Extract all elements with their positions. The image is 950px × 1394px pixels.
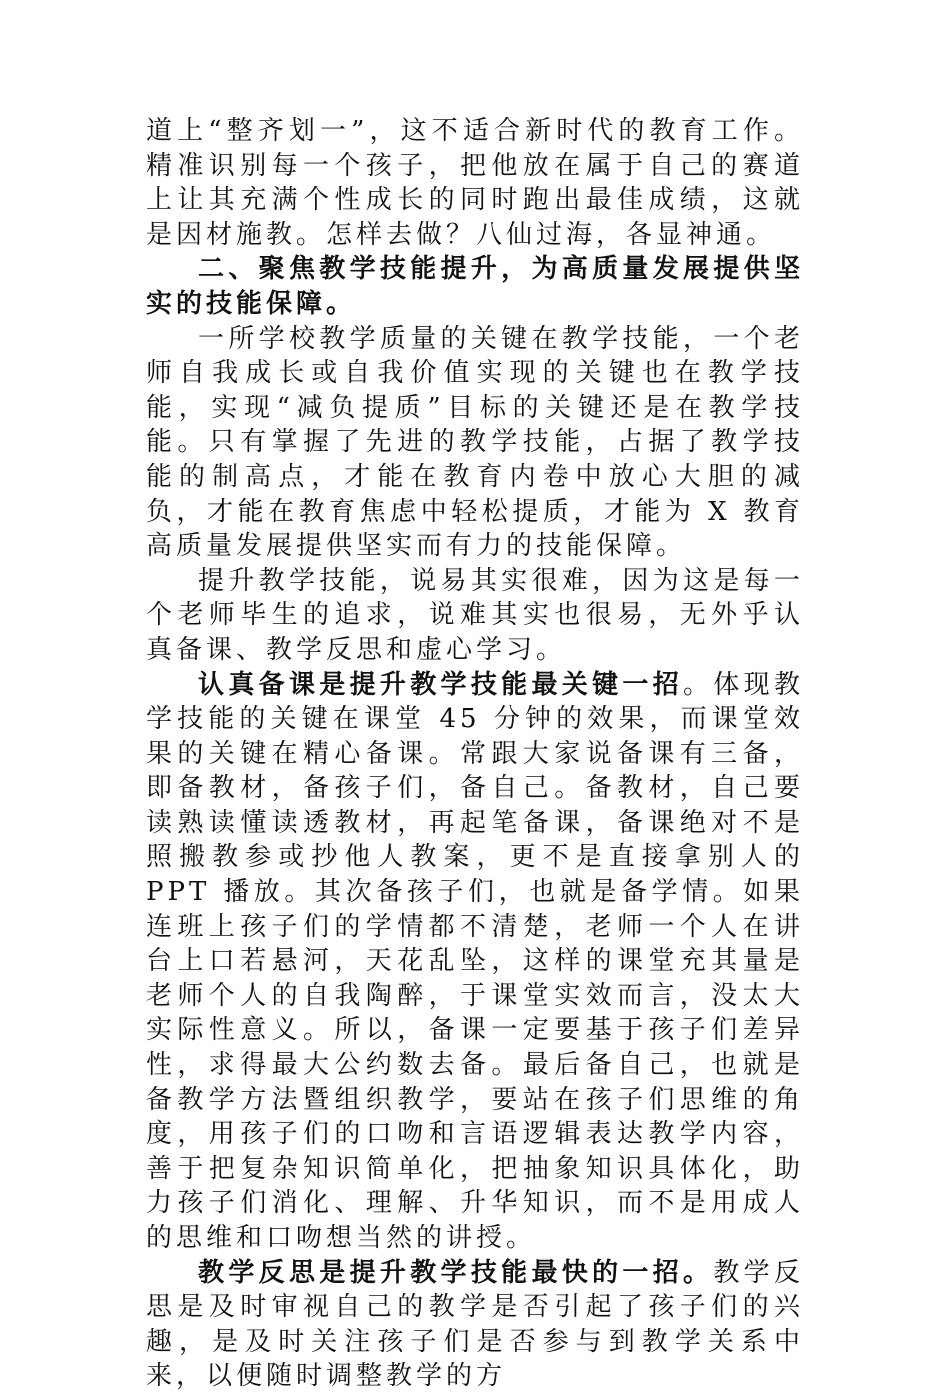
body-paragraph-2: 提升教学技能，说易其实很难，因为这是每一个老师毕生的追求，说难其实也很易，无外乎认真备课、教学反思和虚心学习。: [146, 565, 804, 665]
paragraph-3-lead: 认真备课是提升教学技能最关键一招: [198, 669, 684, 700]
body-paragraph-3: [146, 668, 804, 1256]
body-paragraph-4: [146, 1256, 804, 1394]
intro-paragraph: 道上“整齐划一”，这不适合新时代的教育工作。精准识别每一个孩子，把他放在属于自己的赛道上让其充满个性成长的同时跑出最佳成绩，这就是因材施教。怎样去做？八仙过海，各显神通。: [146, 116, 804, 250]
paragraph-3-body: 。体现教学技能的关键在课堂 45 分钟的效果，而课堂效果的关键在精心备课。常跟大家说备课有三备，即备教材，备孩子们，备自己。备教材，自己要读熟读懂读透教材，再起笔备课，备课绝对不是照搬教参或抄他人教案，更不是直接拿别人的 PPT 播放。其次备孩子们，也就是备学情。如果连班上孩子们的学情都不清楚，老师一个人在讲台上口若悬河，天花乱坠，这样的课堂充其量是老师个人的自我陶醉，于课堂实效而言，没太大实际性意义。所以，备课一定要基于孩子们差异性，求得最大公约数去备。最后备自己，也就是备教学方法暨组织教学，要站在孩子们思维的角度，用孩子们的口吻和言语逻辑表达教学内容，善于把复杂知识简单化，把抽象知识具体化，助力孩子们消化、理解、升华知识，而不是用成人的思维和口吻想当然的讲授。: [146, 669, 804, 1253]
section-heading: 二、聚焦教学技能提升，为高质量发展提供坚实的技能保障。: [146, 254, 804, 319]
document-page: [146, 114, 804, 1394]
paragraph-4-lead: 教学反思是提升教学技能最快的一招。: [198, 1257, 714, 1288]
paragraph-4-body: 教学反思是及时审视自己的教学是否引起了孩子们的兴趣，是及时关注孩子们是否参与到教学关系中来，以便随时调整教学的方: [146, 1257, 804, 1392]
body-paragraph-1: 一所学校教学质量的关键在教学技能，一个老师自我成长或自我价值实现的关键也在教学技能，实现“减负提质”目标的关键还是在教学技能。只有掌握了先进的教学技能，占据了教学技能的制高点，才能在教育内卷中放心大胆的减负，才能在教育焦虑中轻松提质，才能为 X 教育高质量发展提供坚实而有力的技能保障。: [146, 323, 804, 562]
